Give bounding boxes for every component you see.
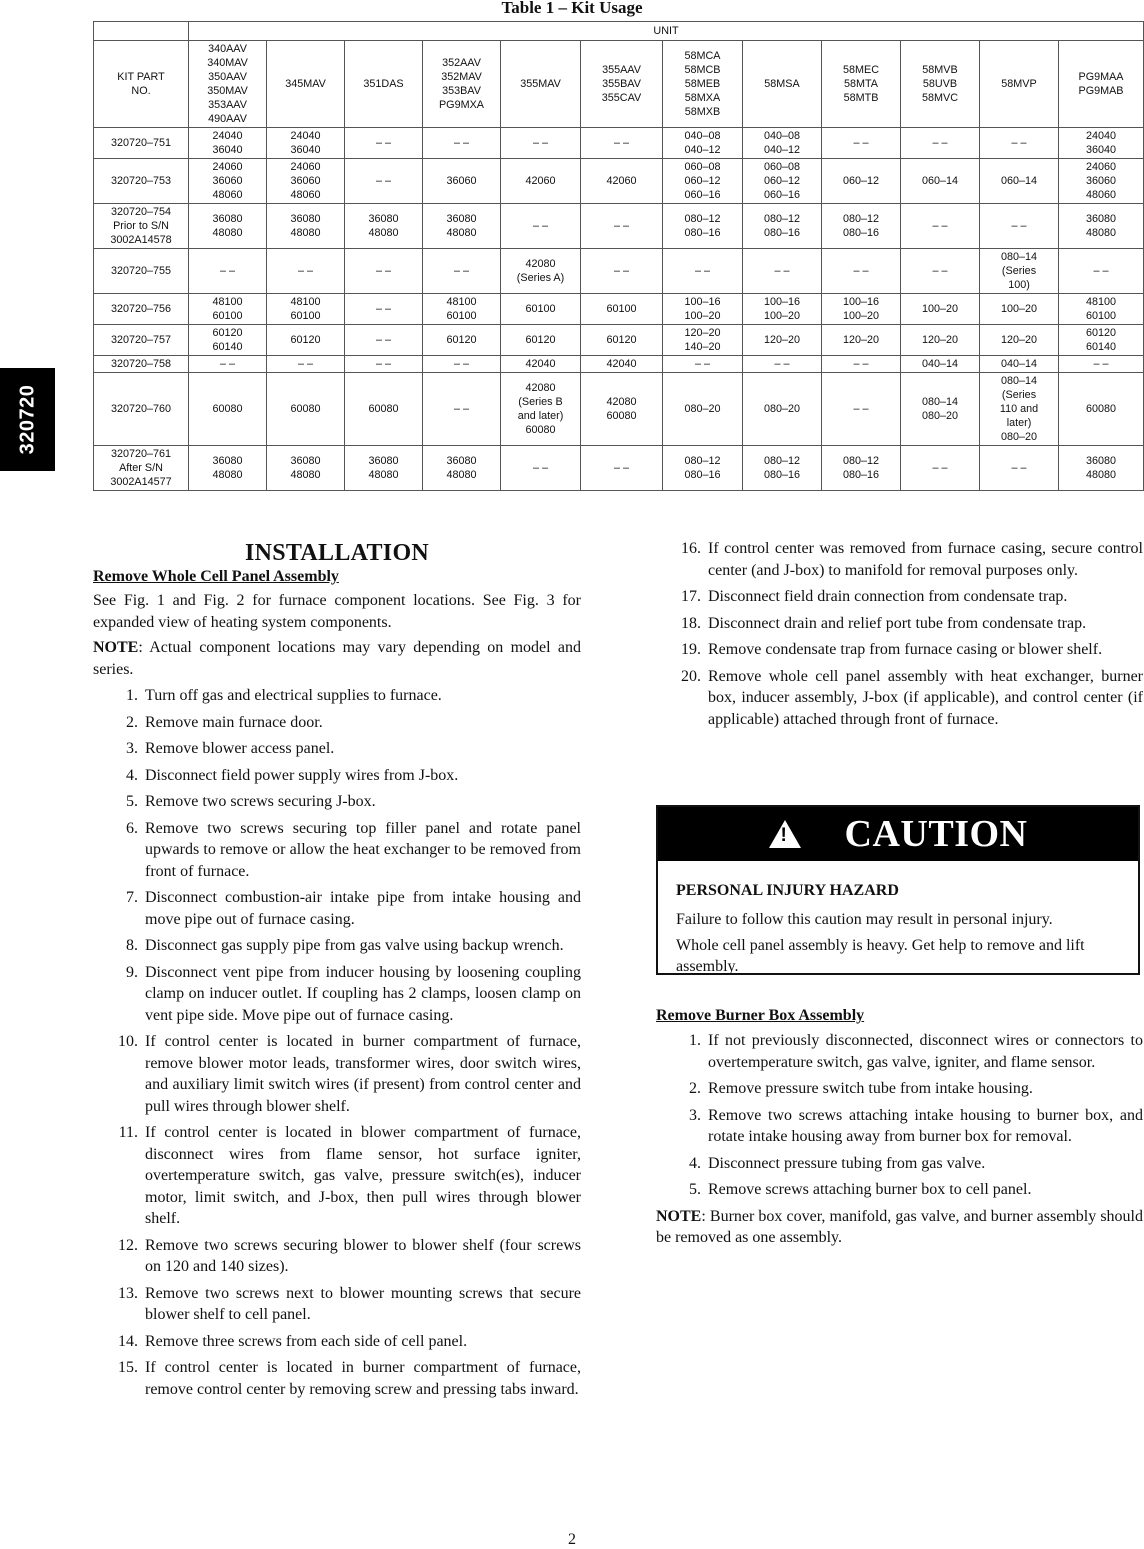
- table-cell: 42080 (Series A): [501, 249, 581, 294]
- table-row: [94, 446, 1144, 491]
- kit-part-cell: 320720–760: [94, 373, 189, 446]
- table-cell: – –: [822, 373, 901, 446]
- table-cell: 24060 36060 48060: [1059, 159, 1144, 204]
- step-text: Remove screws attaching burner box to cell panel.: [708, 1181, 1032, 1198]
- table-cell: – –: [189, 356, 267, 373]
- list-item: [656, 639, 1143, 661]
- table-header-cell: 352AAV 352MAV 353BAV PG9MXA: [423, 41, 501, 128]
- step-text: If not previously disconnected, disconnect wires or connectors to overtemperature switch, gas valve, igniter, and flame sensor.: [708, 1032, 1143, 1071]
- table-cell: – –: [822, 249, 901, 294]
- list-item: [93, 1357, 581, 1400]
- table-row: [94, 373, 1144, 446]
- table-cell: 100–16 100–20: [822, 294, 901, 325]
- step-number: 4.: [126, 766, 138, 784]
- list-item: [93, 818, 581, 883]
- table-cell: 080–12 080–16: [663, 204, 743, 249]
- table-cell: 60120: [423, 325, 501, 356]
- warning-symbol: !: [780, 825, 787, 846]
- unit-header-cell: UNIT: [189, 22, 1144, 41]
- table-header-cell: 58MVP: [980, 41, 1059, 128]
- table-cell: 080–14 (Series 100): [980, 249, 1059, 294]
- step-number: 12.: [118, 1236, 138, 1254]
- table-cell: 60120 60140: [189, 325, 267, 356]
- step-number: 1.: [126, 687, 138, 704]
- table-cell: 040–08 040–12: [663, 128, 743, 159]
- step-number: 11.: [118, 1124, 138, 1141]
- table-cell: 42060: [581, 159, 663, 204]
- table-cell: – –: [822, 356, 901, 373]
- table-cell: – –: [345, 159, 423, 204]
- table-cell: – –: [345, 249, 423, 294]
- table-title: Table 1 – Kit Usage: [501, 0, 643, 17]
- table-cell: 080–12 080–16: [822, 204, 901, 249]
- step-text: Remove pressure switch tube from intake housing.: [708, 1080, 1033, 1097]
- caution-line-1: Failure to follow this caution may result in personal injury.: [676, 911, 1053, 928]
- list-item: [93, 1331, 581, 1353]
- list-item: [93, 1235, 581, 1278]
- table-cell: – –: [1059, 249, 1144, 294]
- section-heading-burner: Remove Burner Box Assembly: [656, 1007, 865, 1024]
- list-item: [93, 791, 581, 813]
- table-cell: – –: [501, 446, 581, 491]
- table-cell: 100–16 100–20: [663, 294, 743, 325]
- step-text: If control center is located in burner compartment of furnace, remove blower motor leads, transformer wires, door switch wires, and auxiliary limit switch wires (if present) from control center and pull wires through blower shelf.: [145, 1033, 581, 1115]
- list-item: [93, 1283, 581, 1326]
- table-cell: 60120: [581, 325, 663, 356]
- table-header-cell: 345MAV: [267, 41, 345, 128]
- table-cell: – –: [423, 373, 501, 446]
- table-cell: – –: [267, 356, 345, 373]
- table-cell: 60080: [1059, 373, 1144, 446]
- step-number: 16.: [681, 540, 701, 557]
- table-cell: 24060 36060 48060: [189, 159, 267, 204]
- table-cell: 48100 60100: [423, 294, 501, 325]
- caution-line-2: Whole cell panel assembly is heavy. Get help to remove and lift assembly.: [676, 937, 1085, 975]
- table-cell: – –: [581, 204, 663, 249]
- step-text: Disconnect vent pipe from inducer housing by loosening coupling clamp on inducer outlet. If coupling has 2 clamps, loosen clamp on vent pipe side. Move pipe out of furnace casing.: [145, 963, 581, 1024]
- table-cell: 24040 36040: [1059, 128, 1144, 159]
- table-cell: – –: [980, 128, 1059, 159]
- table-cell: 080–12 080–16: [743, 204, 822, 249]
- step-text: Remove main furnace door.: [145, 713, 323, 731]
- list-item: [93, 1031, 581, 1117]
- step-text: Remove condensate trap from furnace casing or blower shelf.: [708, 641, 1103, 658]
- step-number: 5.: [126, 793, 138, 810]
- table-cell: – –: [345, 325, 423, 356]
- table-cell: 60080: [345, 373, 423, 446]
- step-number: 15.: [118, 1359, 138, 1376]
- table-cell: 120–20: [743, 325, 822, 356]
- table-row: [94, 325, 1144, 356]
- table-cell: 36080 48080: [423, 446, 501, 491]
- step-number: 8.: [126, 937, 138, 954]
- table-cell: 36080 48080: [267, 446, 345, 491]
- table-row: [94, 356, 1144, 373]
- table-cell: 60120: [267, 325, 345, 356]
- step-text: Disconnect combustion-air intake pipe from intake housing and move pipe out of furnace casing.: [145, 889, 581, 928]
- table-cell: 24060 36060 48060: [267, 159, 345, 204]
- table-cell: 080–12 080–16: [663, 446, 743, 491]
- table-cell: 36080 48080: [189, 446, 267, 491]
- kit-part-cell: 320720–754 Prior to S/N 3002A14578: [94, 204, 189, 249]
- table-cell: – –: [581, 249, 663, 294]
- step-text: Remove two screws securing blower to blower shelf (four screws on 120 and 140 sizes).: [145, 1236, 581, 1275]
- list-item: [93, 1122, 581, 1230]
- list-item: [93, 887, 581, 930]
- step-number: 7.: [126, 889, 138, 906]
- table-header-cell: PG9MAA PG9MAB: [1059, 41, 1144, 128]
- table-cell: – –: [980, 446, 1059, 491]
- step-number: 9.: [126, 963, 138, 981]
- table-cell: 120–20 140–20: [663, 325, 743, 356]
- table-cell: 36080 48080: [267, 204, 345, 249]
- list-item: [656, 613, 1143, 635]
- table-cell: 36080 48080: [345, 204, 423, 249]
- list-item: [93, 935, 581, 957]
- step-number: 19.: [681, 641, 701, 658]
- step-text: Remove two screws next to blower mounting screws that secure blower shelf to cell panel.: [145, 1284, 581, 1323]
- table-header-cell: 355MAV: [501, 41, 581, 128]
- list-item: [656, 1153, 1143, 1175]
- table-header-cell: 355AAV 355BAV 355CAV: [581, 41, 663, 128]
- step-text: Remove two screws securing top filler panel and rotate panel upwards to remove or allow the heat exchanger to be removed from front of furnace.: [145, 819, 581, 880]
- table-cell: 120–20: [980, 325, 1059, 356]
- burner-section: [656, 1006, 1143, 1249]
- table-cell: – –: [345, 128, 423, 159]
- list-item: [93, 765, 581, 787]
- step-number: 5.: [689, 1181, 701, 1198]
- step-number: 3.: [689, 1106, 701, 1124]
- table-cell: 040–14: [901, 356, 980, 373]
- table-cell: 040–08 040–12: [743, 128, 822, 159]
- step-text: Remove two screws securing J-box.: [145, 793, 376, 810]
- kit-usage-table: [93, 21, 1144, 491]
- step-text: Remove blower access panel.: [145, 740, 335, 757]
- kit-part-cell: 320720–757: [94, 325, 189, 356]
- list-item: [93, 685, 581, 707]
- side-tab-label: 320720: [16, 384, 38, 455]
- table-cell: 080–14 (Series 110 and later) 080–20: [980, 373, 1059, 446]
- steps-list-left: [93, 685, 581, 1400]
- list-item: [93, 738, 581, 760]
- table-cell: 24040 36040: [267, 128, 345, 159]
- table-cell: 48100 60100: [189, 294, 267, 325]
- table-corner-cell: [94, 22, 189, 41]
- table-cell: 60120: [501, 325, 581, 356]
- kit-part-cell: 320720–758: [94, 356, 189, 373]
- table-cell: – –: [901, 128, 980, 159]
- table-row: [94, 294, 1144, 325]
- table-cell: 60080: [267, 373, 345, 446]
- table-header-cell: 58MSA: [743, 41, 822, 128]
- step-number: 2.: [689, 1080, 701, 1097]
- table-cell: 080–20: [663, 373, 743, 446]
- table-header-cell: 58MVB 58UVB 58MVC: [901, 41, 980, 128]
- step-number: 4.: [689, 1154, 701, 1172]
- table-cell: 060–08 060–12 060–16: [743, 159, 822, 204]
- table-cell: 060–08 060–12 060–16: [663, 159, 743, 204]
- step-text: If control center is located in blower compartment of furnace, disconnect wires from flame sensor, hot surface igniter, overtemperature switch, gas valve, pressure switch(es), inducer motor, limit switch, and J-box, then pull wires through blower shelf.: [145, 1124, 581, 1227]
- table-cell: – –: [980, 204, 1059, 249]
- table-header-cell: 351DAS: [345, 41, 423, 128]
- table-cell: 36080 48080: [423, 204, 501, 249]
- step-text: If control center was removed from furnace casing, secure control center (and J-box) to manifold for removal purposes only.: [708, 540, 1143, 579]
- table-cell: 48100 60100: [1059, 294, 1144, 325]
- table-cell: 42040: [581, 356, 663, 373]
- table-cell: 060–12: [822, 159, 901, 204]
- list-item: [93, 962, 581, 1027]
- table-row: [94, 128, 1144, 159]
- table-cell: – –: [743, 356, 822, 373]
- section-heading-whole-cell: Remove Whole Cell Panel Assembly: [93, 568, 339, 585]
- table-cell: – –: [501, 128, 581, 159]
- table-cell: 48100 60100: [267, 294, 345, 325]
- page-number: 2: [568, 1531, 576, 1548]
- intro-paragraph: See Fig. 1 and Fig. 2 for furnace component locations. See Fig. 3 for expanded view of heating system components.: [93, 592, 581, 631]
- table-cell: 42040: [501, 356, 581, 373]
- table-cell: – –: [663, 249, 743, 294]
- table-cell: – –: [901, 204, 980, 249]
- table-cell: 080–12 080–16: [743, 446, 822, 491]
- caution-body: [658, 861, 1138, 977]
- table-cell: – –: [267, 249, 345, 294]
- list-item: [93, 712, 581, 734]
- table-cell: – –: [423, 356, 501, 373]
- installation-heading: INSTALLATION: [244, 540, 430, 566]
- table-cell: – –: [423, 128, 501, 159]
- step-text: Disconnect pressure tubing from gas valve.: [708, 1154, 986, 1172]
- table-cell: – –: [581, 128, 663, 159]
- table-cell: 080–12 080–16: [822, 446, 901, 491]
- step-text: Remove two screws attaching intake housing to burner box, and rotate intake housing away from burner box for removal.: [708, 1106, 1143, 1145]
- table-cell: 60120 60140: [1059, 325, 1144, 356]
- step-number: 6.: [126, 819, 138, 837]
- table-cell: – –: [663, 356, 743, 373]
- step-text: Remove three screws from each side of cell panel.: [145, 1332, 468, 1350]
- step-number: 13.: [118, 1284, 138, 1302]
- step-text: Turn off gas and electrical supplies to furnace.: [145, 687, 442, 704]
- table-cell: – –: [822, 128, 901, 159]
- burner-note-paragraph: [656, 1206, 1143, 1249]
- table-cell: 100–20: [980, 294, 1059, 325]
- table-cell: – –: [901, 249, 980, 294]
- table-cell: – –: [345, 294, 423, 325]
- table-cell: 42080 60080: [581, 373, 663, 446]
- burner-note-text: : Burner box cover, manifold, gas valve, and burner assembly should be removed as one assembly.: [656, 1207, 1143, 1246]
- list-item: [656, 1105, 1143, 1148]
- note-label: NOTE: [93, 639, 139, 656]
- list-item: [656, 666, 1143, 731]
- table-header-cell: 58MEC 58MTA 58MTB: [822, 41, 901, 128]
- table-cell: 24040 36040: [189, 128, 267, 159]
- table-cell: 100–20: [901, 294, 980, 325]
- step-number: 17.: [681, 588, 701, 605]
- table-header-cell: 340AAV 340MAV 350AAV 350MAV 353AAV 490AAV: [189, 41, 267, 128]
- step-text: Remove whole cell panel assembly with heat exchanger, burner box, inducer assembly, J-box (if applicable), and control center (if applicable) attached through front of furnace.: [708, 667, 1143, 728]
- table-cell: – –: [345, 356, 423, 373]
- caution-title: CAUTION: [844, 813, 1028, 855]
- note-paragraph: [93, 637, 581, 680]
- table-cell: 36080 48080: [189, 204, 267, 249]
- burner-note-label: NOTE: [656, 1207, 702, 1225]
- table-cell: 060–14: [980, 159, 1059, 204]
- table-cell: – –: [1059, 356, 1144, 373]
- list-item: [656, 1030, 1143, 1073]
- step-number: 1.: [689, 1032, 701, 1049]
- table-cell: 120–20: [901, 325, 980, 356]
- right-column: [656, 538, 1143, 735]
- kit-part-cell: 320720–751: [94, 128, 189, 159]
- step-text: Disconnect gas supply pipe from gas valve using backup wrench.: [145, 937, 564, 954]
- step-number: 2.: [126, 713, 138, 731]
- table-cell: 42080 (Series B and later) 60080: [501, 373, 581, 446]
- table-cell: 120–20: [822, 325, 901, 356]
- table-row: [94, 249, 1144, 294]
- step-text: Disconnect field power supply wires from J-box.: [145, 766, 459, 784]
- steps-list-burner: [656, 1030, 1143, 1201]
- step-number: 14.: [118, 1332, 138, 1350]
- left-column: [93, 538, 581, 1405]
- table-cell: 60100: [581, 294, 663, 325]
- table-cell: – –: [901, 446, 980, 491]
- step-number: 10.: [118, 1033, 138, 1050]
- step-number: 20.: [681, 667, 701, 685]
- step-text: Disconnect field drain connection from condensate trap.: [708, 588, 1068, 605]
- table-cell: 42060: [501, 159, 581, 204]
- caution-box: [656, 805, 1140, 975]
- table-cell: – –: [743, 249, 822, 294]
- table-row: [94, 159, 1144, 204]
- step-number: 3.: [126, 740, 138, 757]
- warning-triangle-icon: [769, 820, 801, 848]
- table-cell: – –: [501, 204, 581, 249]
- list-item: [656, 586, 1143, 608]
- caution-hazard: PERSONAL INJURY HAZARD: [676, 882, 899, 899]
- step-text: Disconnect drain and relief port tube from condensate trap.: [708, 614, 1087, 632]
- table-cell: – –: [423, 249, 501, 294]
- table-header-cell: 58MCA 58MCB 58MEB 58MXA 58MXB: [663, 41, 743, 128]
- table-cell: 080–20: [743, 373, 822, 446]
- kit-part-cell: 320720–756: [94, 294, 189, 325]
- table-cell: – –: [581, 446, 663, 491]
- table-cell: 36080 48080: [1059, 204, 1144, 249]
- list-item: [656, 1179, 1143, 1201]
- side-tab: [0, 368, 55, 471]
- table-cell: 36080 48080: [1059, 446, 1144, 491]
- kit-part-cell: 320720–761 After S/N 3002A14577: [94, 446, 189, 491]
- table-cell: 100–16 100–20: [743, 294, 822, 325]
- table-cell: 040–14: [980, 356, 1059, 373]
- kit-part-cell: 320720–753: [94, 159, 189, 204]
- list-item: [656, 538, 1143, 581]
- table-cell: 36060: [423, 159, 501, 204]
- table-cell: – –: [189, 249, 267, 294]
- table-cell: 080–14 080–20: [901, 373, 980, 446]
- list-item: [656, 1078, 1143, 1100]
- note-text: : Actual component locations may vary depending on model and series.: [93, 639, 581, 678]
- table-cell: 36080 48080: [345, 446, 423, 491]
- step-text: If control center is located in burner compartment of furnace, remove control center by removing screw and pressing tabs inward.: [145, 1359, 581, 1398]
- caution-header: [658, 807, 1138, 861]
- table-row: [94, 204, 1144, 249]
- table-cell: 60080: [189, 373, 267, 446]
- kit-part-cell: 320720–755: [94, 249, 189, 294]
- table-header-cell: KIT PART NO.: [94, 41, 189, 128]
- step-number: 18.: [681, 614, 701, 632]
- table-cell: 60100: [501, 294, 581, 325]
- steps-list-right: [656, 538, 1143, 730]
- table-cell: 060–14: [901, 159, 980, 204]
